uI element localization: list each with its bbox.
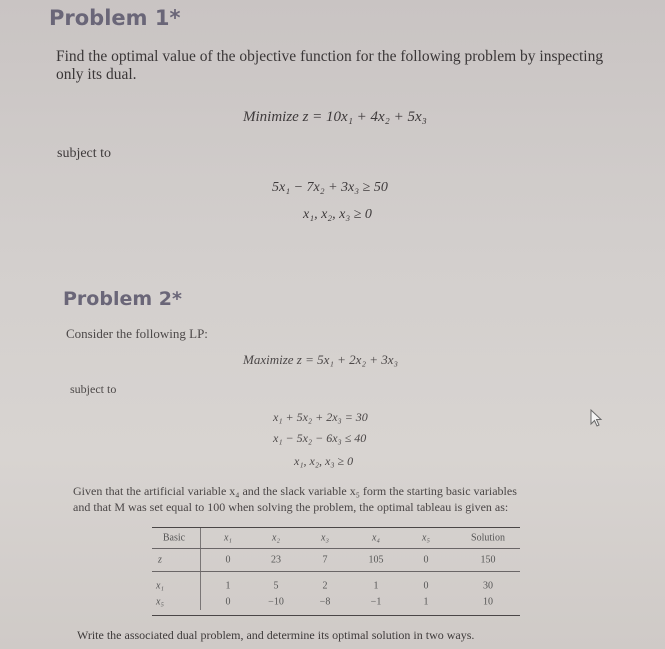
tableau-header: x₂ bbox=[272, 532, 280, 544]
table-cell: 0 bbox=[423, 554, 429, 566]
tableau-header-row bbox=[152, 528, 520, 549]
table-cell: 0 bbox=[225, 596, 231, 608]
problem1-constraint-1: 5x₁ − 7x₂ + 3x₃ ≥ 50 bbox=[272, 180, 388, 195]
table-row bbox=[152, 578, 520, 594]
table-cell: 23 bbox=[271, 554, 281, 566]
problem1-objective: Minimize z = 10x₁ + 4x₂ + 5x₃ bbox=[243, 109, 427, 125]
table-cell: 30 bbox=[483, 580, 493, 592]
table-cell: x₁ bbox=[156, 580, 164, 592]
problem1-heading: Problem 1* bbox=[49, 6, 181, 30]
table-cell: 1 bbox=[373, 580, 379, 592]
tableau-header: x₁ bbox=[224, 532, 232, 544]
problem2-given-line2: and that M was set equal to 100 when solving the problem, the optimal tableau is given as: bbox=[73, 500, 509, 514]
table-cell: −1 bbox=[370, 596, 382, 608]
problem2-constraint-2: x₁ − 5x₂ − 6x₃ ≤ 40 bbox=[273, 431, 367, 445]
problem2-subject-to: subject to bbox=[70, 382, 117, 396]
table-cell: −8 bbox=[319, 596, 331, 608]
tableau-header: Solution bbox=[471, 532, 505, 544]
problem1-subject-to: subject to bbox=[57, 146, 112, 161]
problem1-intro-line1: Find the optimal value of the objective function for the following problem by inspecting bbox=[56, 48, 604, 65]
table-cell: 5 bbox=[273, 580, 279, 592]
table-cell: 1 bbox=[225, 580, 231, 592]
problem2-constraint-1: x₁ + 5x₂ + 2x₃ = 30 bbox=[273, 410, 368, 424]
table-cell: z bbox=[158, 554, 162, 566]
tableau-header: x₃ bbox=[321, 532, 329, 544]
table-cell: 0 bbox=[423, 580, 429, 592]
problem2-constraint-3: x₁, x₂, x₃ ≥ 0 bbox=[294, 454, 354, 468]
problem2-given-line1: Given that the artificial variable x₄ and the slack variable x₅ form the starting basic variables bbox=[73, 484, 517, 498]
table-cell: x₅ bbox=[156, 596, 164, 608]
problem2-heading: Problem 2* bbox=[63, 288, 182, 310]
table-row bbox=[152, 549, 520, 572]
tableau-header: Basic bbox=[162, 532, 186, 544]
tableau-header: x₄ bbox=[372, 532, 380, 544]
tableau-bottom-rule bbox=[152, 615, 520, 616]
problem2-objective: Maximize z = 5x₁ + 2x₂ + 3x₃ bbox=[243, 352, 399, 367]
table-cell: 2 bbox=[322, 580, 328, 592]
problem1-intro-line2: only its dual. bbox=[56, 66, 137, 83]
table-cell: 1 bbox=[423, 596, 429, 608]
table-cell: 7 bbox=[322, 554, 328, 566]
table-cell: 150 bbox=[480, 554, 496, 566]
mouse-cursor-icon bbox=[590, 409, 604, 429]
optimal-tableau bbox=[152, 527, 520, 610]
table-cell: 0 bbox=[225, 554, 231, 566]
table-cell: 10 bbox=[483, 596, 493, 608]
problem1-constraint-2: x₁, x₂, x₃ ≥ 0 bbox=[303, 207, 372, 222]
problem2-intro: Consider the following LP: bbox=[66, 326, 208, 341]
table-row bbox=[152, 594, 520, 610]
table-cell: −10 bbox=[268, 596, 284, 608]
tableau-header: x₅ bbox=[422, 532, 430, 544]
table-cell: 105 bbox=[368, 554, 384, 566]
problem2-closing: Write the associated dual problem, and determine its optimal solution in two ways. bbox=[77, 628, 475, 642]
